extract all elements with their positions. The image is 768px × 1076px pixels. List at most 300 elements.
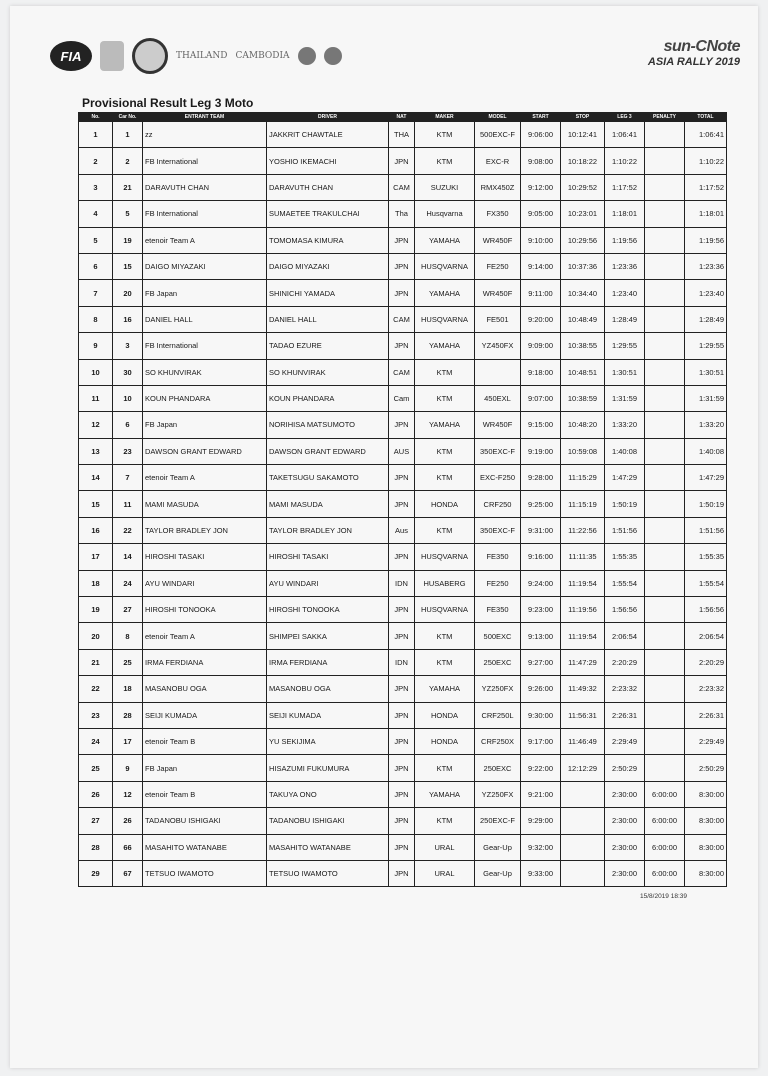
table-cell [561, 781, 605, 807]
table-cell [645, 306, 685, 332]
table-cell: WR450F [475, 412, 521, 438]
table-cell: HISAZUMI FUKUMURA [267, 755, 389, 781]
table-cell: YAMAHA [415, 280, 475, 306]
table-cell [645, 728, 685, 754]
table-cell: 2:26:31 [605, 702, 645, 728]
table-cell: KTM [415, 438, 475, 464]
table-cell [645, 412, 685, 438]
table-cell: THA [389, 122, 415, 148]
table-cell: 9:13:00 [521, 623, 561, 649]
table-cell: 9:28:00 [521, 465, 561, 491]
column-header: DRIVER [267, 113, 389, 122]
table-cell: 6:00:00 [645, 781, 685, 807]
table-row [79, 122, 727, 148]
table-cell: MAMI MASUDA [267, 491, 389, 517]
table-row [79, 570, 727, 596]
table-cell: 1:50:19 [685, 491, 727, 517]
table-cell: 1:55:35 [605, 544, 645, 570]
table-row [79, 333, 727, 359]
table-cell: 1:19:56 [685, 227, 727, 253]
table-cell: YZ450FX [475, 333, 521, 359]
table-cell: JPN [389, 465, 415, 491]
table-cell: NORIHISA MATSUMOTO [267, 412, 389, 438]
table-cell: 16 [79, 517, 113, 543]
table-cell [645, 676, 685, 702]
table-cell: 9:19:00 [521, 438, 561, 464]
table-cell: 26 [113, 808, 143, 834]
table-cell: FE501 [475, 306, 521, 332]
table-cell: TADAO EZURE [267, 333, 389, 359]
column-header: STOP [561, 113, 605, 122]
table-cell: DAIGO MIYAZAKI [267, 253, 389, 279]
table-cell: 66 [113, 834, 143, 860]
table-cell: 10:23:01 [561, 201, 605, 227]
table-cell: YAMAHA [415, 227, 475, 253]
table-cell: 2:20:29 [605, 649, 645, 675]
table-cell: etenoir Team A [143, 227, 267, 253]
table-cell: 10:48:51 [561, 359, 605, 385]
table-cell [645, 174, 685, 200]
table-cell: 11:47:29 [561, 649, 605, 675]
table-cell: 1:31:59 [685, 385, 727, 411]
table-cell: 18 [79, 570, 113, 596]
table-cell: 250EXC [475, 755, 521, 781]
table-cell [645, 570, 685, 596]
table-cell: JPN [389, 702, 415, 728]
table-cell: 23 [79, 702, 113, 728]
table-cell: YAMAHA [415, 333, 475, 359]
table-cell: 1:51:56 [605, 517, 645, 543]
table-cell: 6:00:00 [645, 860, 685, 886]
table-cell: 6:00:00 [645, 808, 685, 834]
table-cell: 2:29:49 [605, 728, 645, 754]
table-cell: etenoir Team A [143, 623, 267, 649]
table-cell: 9:26:00 [521, 676, 561, 702]
table-row [79, 808, 727, 834]
table-cell: 350EXC-F [475, 438, 521, 464]
table-cell: WR450F [475, 280, 521, 306]
table-cell: JPN [389, 808, 415, 834]
table-cell: 1:10:22 [685, 148, 727, 174]
table-cell: 1:56:56 [605, 597, 645, 623]
table-cell: 5 [113, 201, 143, 227]
table-cell: 6 [79, 253, 113, 279]
table-cell: 10:38:59 [561, 385, 605, 411]
table-cell: WR450F [475, 227, 521, 253]
table-cell: 1:18:01 [605, 201, 645, 227]
table-cell: 7 [113, 465, 143, 491]
table-cell: TAKUYA ONO [267, 781, 389, 807]
table-cell [645, 597, 685, 623]
table-cell: DARAVUTH CHAN [143, 174, 267, 200]
table-row [79, 755, 727, 781]
column-header: Car No. [113, 113, 143, 122]
table-cell: JPN [389, 333, 415, 359]
table-cell: 10:29:52 [561, 174, 605, 200]
table-cell: etenoir Team B [143, 781, 267, 807]
table-row [79, 834, 727, 860]
table-cell: HONDA [415, 728, 475, 754]
table-cell: 2:23:32 [685, 676, 727, 702]
table-cell: FB Japan [143, 755, 267, 781]
table-cell: KTM [415, 649, 475, 675]
table-cell: 1:17:52 [605, 174, 645, 200]
table-cell: EXC-F250 [475, 465, 521, 491]
table-cell: 8 [113, 623, 143, 649]
table-cell: JPN [389, 755, 415, 781]
table-cell: 1:47:29 [605, 465, 645, 491]
table-cell: 1:55:35 [685, 544, 727, 570]
table-cell: 1:18:01 [685, 201, 727, 227]
table-cell: CRF250L [475, 702, 521, 728]
table-row [79, 306, 727, 332]
table-cell: 1:23:40 [685, 280, 727, 306]
table-cell: 8:30:00 [685, 808, 727, 834]
table-cell: IDN [389, 570, 415, 596]
table-cell: 9:08:00 [521, 148, 561, 174]
table-cell: 500EXC-F [475, 122, 521, 148]
column-header: MODEL [475, 113, 521, 122]
seal-logo [132, 38, 168, 74]
table-cell: 1:33:20 [605, 412, 645, 438]
table-cell: SHINICHI YAMADA [267, 280, 389, 306]
table-cell: YZ250FX [475, 781, 521, 807]
table-cell: 9 [79, 333, 113, 359]
table-cell: TETSUO IWAMOTO [267, 860, 389, 886]
table-cell: DAWSON GRANT EDWARD [143, 438, 267, 464]
table-cell: CAM [389, 174, 415, 200]
table-cell: 9:30:00 [521, 702, 561, 728]
table-cell: 67 [113, 860, 143, 886]
table-cell: JPN [389, 781, 415, 807]
column-header: LEG 3 [605, 113, 645, 122]
table-cell: 1:28:49 [685, 306, 727, 332]
table-cell: 1 [79, 122, 113, 148]
table-cell: 10:12:41 [561, 122, 605, 148]
table-row [79, 438, 727, 464]
table-cell: YU SEKIJIMA [267, 728, 389, 754]
table-cell: IRMA FERDIANA [143, 649, 267, 675]
table-cell: 11:15:19 [561, 491, 605, 517]
table-cell: KTM [415, 148, 475, 174]
table-cell: HIROSHI TONOOKA [267, 597, 389, 623]
table-cell: Cam [389, 385, 415, 411]
table-row [79, 412, 727, 438]
table-cell: 1:06:41 [605, 122, 645, 148]
table-cell: etenoir Team B [143, 728, 267, 754]
table-cell: HONDA [415, 491, 475, 517]
table-cell: HIROSHI TASAKI [143, 544, 267, 570]
table-cell: Aus [389, 517, 415, 543]
table-cell: 1:19:56 [605, 227, 645, 253]
table-cell: 8 [79, 306, 113, 332]
table-cell: 2:06:54 [685, 623, 727, 649]
table-cell: 21 [79, 649, 113, 675]
table-body [79, 122, 727, 887]
table-cell: DAWSON GRANT EDWARD [267, 438, 389, 464]
table-cell: FE350 [475, 597, 521, 623]
table-cell: 1:23:36 [685, 253, 727, 279]
thailand-logo: THAILAND [176, 51, 228, 61]
table-cell: 2 [79, 148, 113, 174]
table-cell: HUSABERG [415, 570, 475, 596]
table-cell: HUSQVARNA [415, 306, 475, 332]
table-cell: 10:34:40 [561, 280, 605, 306]
table-cell: JPN [389, 280, 415, 306]
table-cell: CAM [389, 359, 415, 385]
table-cell: IRMA FERDIANA [267, 649, 389, 675]
table-cell: 1:47:29 [685, 465, 727, 491]
table-cell: 1:28:49 [605, 306, 645, 332]
table-cell [645, 438, 685, 464]
table-cell: 9:21:00 [521, 781, 561, 807]
table-cell: 5 [79, 227, 113, 253]
table-cell: 9:32:00 [521, 834, 561, 860]
table-cell: 9:27:00 [521, 649, 561, 675]
table-cell: JPN [389, 834, 415, 860]
table-row [79, 227, 727, 253]
table-cell: 23 [113, 438, 143, 464]
table-cell: KOUN PHANDARA [143, 385, 267, 411]
table-cell: KTM [415, 122, 475, 148]
table-cell: HIROSHI TONOOKA [143, 597, 267, 623]
emblem-logo [100, 41, 124, 71]
table-cell: 450EXL [475, 385, 521, 411]
table-cell: 12 [79, 412, 113, 438]
table-cell: EXC-R [475, 148, 521, 174]
table-cell: TOMOMASA KIMURA [267, 227, 389, 253]
table-cell: 1:30:51 [605, 359, 645, 385]
table-row [79, 544, 727, 570]
table-cell: 2 [113, 148, 143, 174]
table-cell: JPN [389, 491, 415, 517]
table-cell: 11:49:32 [561, 676, 605, 702]
table-cell: 4 [79, 201, 113, 227]
table-cell: JPN [389, 253, 415, 279]
table-cell: Husqvarna [415, 201, 475, 227]
table-cell: 1:23:36 [605, 253, 645, 279]
table-cell: 2:06:54 [605, 623, 645, 649]
table-cell: TETSUO IWAMOTO [143, 860, 267, 886]
table-cell: 1 [113, 122, 143, 148]
table-cell: KTM [415, 517, 475, 543]
table-cell: 10 [79, 359, 113, 385]
table-cell: HUSQVARNA [415, 544, 475, 570]
table-cell: 2:20:29 [685, 649, 727, 675]
table-cell: 1:06:41 [685, 122, 727, 148]
table-cell: 1:55:54 [685, 570, 727, 596]
table-cell: HIROSHI TASAKI [267, 544, 389, 570]
table-cell: MASANOBU OGA [143, 676, 267, 702]
table-cell: YOSHIO IKEMACHI [267, 148, 389, 174]
table-cell: FX350 [475, 201, 521, 227]
table-row [79, 280, 727, 306]
table-cell: 2:23:32 [605, 676, 645, 702]
table-cell: MASAHITO WATANABE [267, 834, 389, 860]
table-cell: 10:37:36 [561, 253, 605, 279]
table-cell: FE250 [475, 253, 521, 279]
table-cell: 11:15:29 [561, 465, 605, 491]
table-cell: 9:14:00 [521, 253, 561, 279]
table-cell: 2:26:31 [685, 702, 727, 728]
table-cell: 19 [79, 597, 113, 623]
table-cell: 26 [79, 781, 113, 807]
table-cell: JPN [389, 728, 415, 754]
table-cell: CRF250X [475, 728, 521, 754]
table-cell: 9:12:00 [521, 174, 561, 200]
table-cell: 11:19:54 [561, 623, 605, 649]
column-header: TOTAL [685, 113, 727, 122]
table-row [79, 253, 727, 279]
table-row [79, 649, 727, 675]
table-cell [645, 148, 685, 174]
table-cell: KTM [415, 808, 475, 834]
page-title: Provisional Result Leg 3 Moto [82, 96, 254, 110]
table-cell: JPN [389, 544, 415, 570]
column-header: No. [79, 113, 113, 122]
table-cell [561, 808, 605, 834]
table-row [79, 517, 727, 543]
table-cell: etenoir Team A [143, 465, 267, 491]
table-row [79, 597, 727, 623]
cambodia-logo: CAMBODIA [235, 51, 290, 61]
column-header: MAKER [415, 113, 475, 122]
column-header: START [521, 113, 561, 122]
table-cell: IDN [389, 649, 415, 675]
table-cell: 28 [113, 702, 143, 728]
table-row [79, 623, 727, 649]
table-cell: 1:50:19 [605, 491, 645, 517]
table-cell: 3 [113, 333, 143, 359]
table-cell: 8:30:00 [685, 781, 727, 807]
table-cell: 1:40:08 [605, 438, 645, 464]
table-cell: YZ250FX [475, 676, 521, 702]
table-row [79, 728, 727, 754]
table-cell: SUZUKI [415, 174, 475, 200]
table-cell: MASAHITO WATANABE [143, 834, 267, 860]
table-cell [645, 359, 685, 385]
table-cell: AYU WINDARI [267, 570, 389, 596]
table-cell: 11:19:54 [561, 570, 605, 596]
table-cell: 13 [79, 438, 113, 464]
table-cell: MASANOBU OGA [267, 676, 389, 702]
table-cell: 30 [113, 359, 143, 385]
table-cell: 1:17:52 [685, 174, 727, 200]
table-cell: TAYLOR BRADLEY JON [267, 517, 389, 543]
table-cell [561, 834, 605, 860]
table-cell: 17 [113, 728, 143, 754]
table-cell: 18 [113, 676, 143, 702]
table-cell: JPN [389, 412, 415, 438]
table-cell: 9:22:00 [521, 755, 561, 781]
table-cell: 9:07:00 [521, 385, 561, 411]
table-cell: FB International [143, 201, 267, 227]
table-cell: 9:33:00 [521, 860, 561, 886]
table-cell: 1:51:56 [685, 517, 727, 543]
table-cell: 22 [113, 517, 143, 543]
table-cell: 500EXC [475, 623, 521, 649]
table-cell: 27 [79, 808, 113, 834]
table-cell: 9:11:00 [521, 280, 561, 306]
table-cell: 9:10:00 [521, 227, 561, 253]
table-cell: DAIGO MIYAZAKI [143, 253, 267, 279]
table-cell: 20 [79, 623, 113, 649]
table-cell [645, 544, 685, 570]
table-cell: 11:11:35 [561, 544, 605, 570]
table-cell [645, 649, 685, 675]
table-cell: 9:20:00 [521, 306, 561, 332]
table-cell: 2:50:29 [685, 755, 727, 781]
table-cell: KTM [415, 755, 475, 781]
table-row [79, 860, 727, 886]
table-cell: 8:30:00 [685, 860, 727, 886]
table-cell: JAKKRIT CHAWTALE [267, 122, 389, 148]
table-cell: 15 [79, 491, 113, 517]
table-cell: 11 [113, 491, 143, 517]
table-cell: 11:56:31 [561, 702, 605, 728]
table-cell: Gear-Up [475, 860, 521, 886]
table-cell: 10:48:49 [561, 306, 605, 332]
fia-logo: FIA [50, 41, 92, 71]
table-cell: 10:48:20 [561, 412, 605, 438]
table-cell: URAL [415, 860, 475, 886]
table-cell: 9:29:00 [521, 808, 561, 834]
table-cell: 25 [113, 649, 143, 675]
brand-line-1: sun-CNote [663, 38, 740, 55]
table-cell: KTM [415, 465, 475, 491]
results-table [78, 112, 727, 887]
table-cell: 24 [113, 570, 143, 596]
column-header: PENALTY [645, 113, 685, 122]
table-cell: 10 [113, 385, 143, 411]
table-cell: JPN [389, 227, 415, 253]
table-row [79, 359, 727, 385]
column-header: NAT [389, 113, 415, 122]
table-row [79, 201, 727, 227]
table-cell: URAL [415, 834, 475, 860]
table-cell: KOUN PHANDARA [267, 385, 389, 411]
table-cell: 12 [113, 781, 143, 807]
table-cell: 17 [79, 544, 113, 570]
table-cell: 11:19:56 [561, 597, 605, 623]
table-cell: 9:09:00 [521, 333, 561, 359]
table-cell: 15 [113, 253, 143, 279]
table-cell: 250EXC-F [475, 808, 521, 834]
table-cell: 9 [113, 755, 143, 781]
table-header-row [79, 113, 727, 122]
table-cell: KTM [415, 385, 475, 411]
table-cell: 29 [79, 860, 113, 886]
table-cell: TADANOBU ISHIGAKI [267, 808, 389, 834]
table-cell: 2:30:00 [605, 834, 645, 860]
table-cell: 10:59:08 [561, 438, 605, 464]
table-cell: SUMAETEE TRAKULCHAI [267, 201, 389, 227]
table-cell: YAMAHA [415, 676, 475, 702]
table-row [79, 491, 727, 517]
table-cell: JPN [389, 623, 415, 649]
table-cell: TAYLOR BRADLEY JON [143, 517, 267, 543]
table-cell [645, 201, 685, 227]
table-cell: 9:25:00 [521, 491, 561, 517]
table-cell: 19 [113, 227, 143, 253]
table-cell: CRF250 [475, 491, 521, 517]
table-cell: JPN [389, 676, 415, 702]
table-cell: HUSQVARNA [415, 597, 475, 623]
table-cell: 9:24:00 [521, 570, 561, 596]
table-cell: 350EXC-F [475, 517, 521, 543]
table-cell: SO KHUNVIRAK [267, 359, 389, 385]
table-cell: AYU WINDARI [143, 570, 267, 596]
